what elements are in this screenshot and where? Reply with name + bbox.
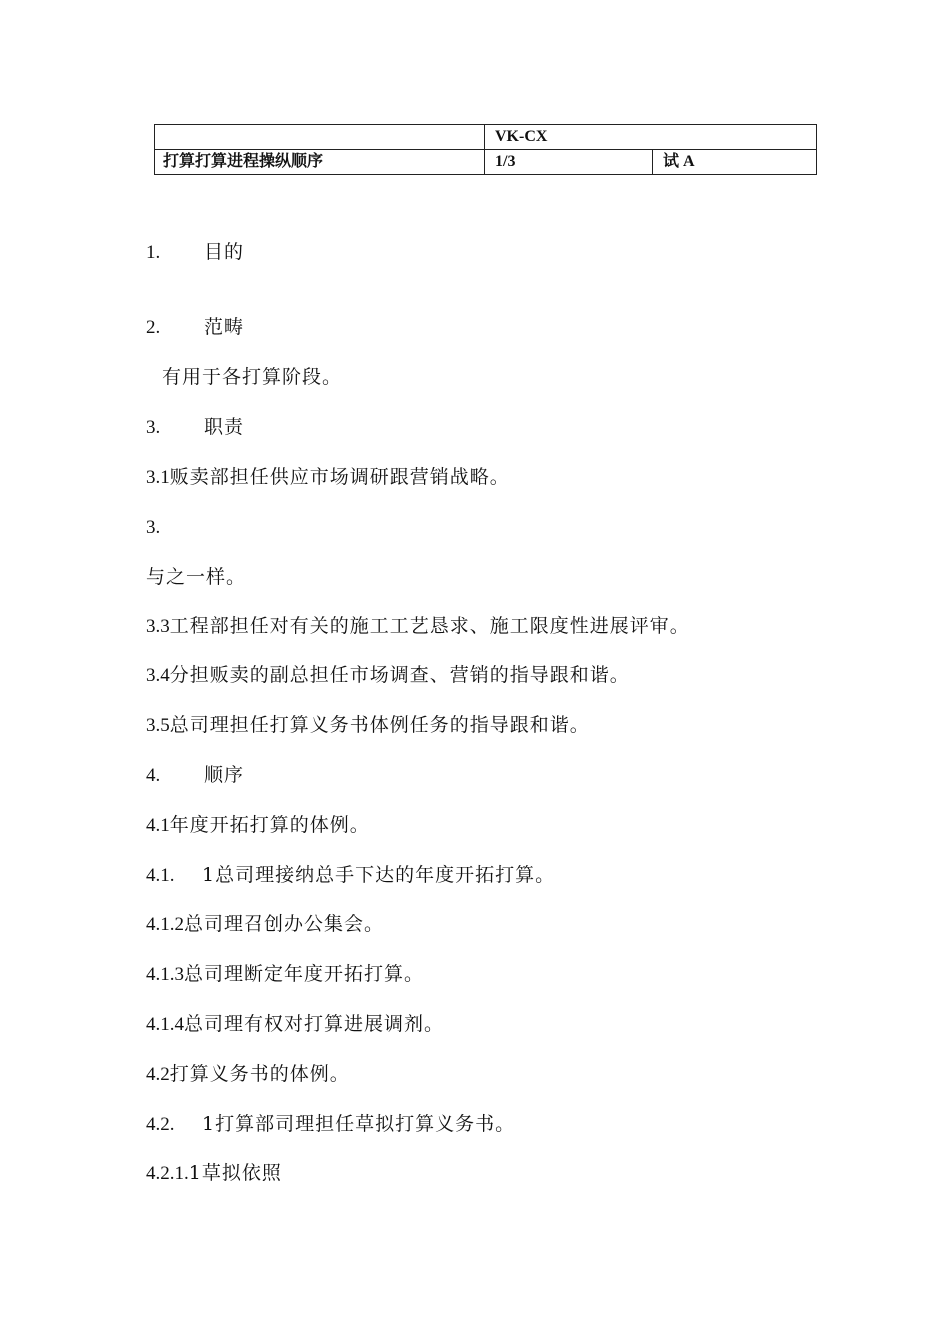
clause-3-4: [146, 662, 630, 689]
clause-text: 分担贩卖的副总担任市场调查、营销的指导跟和谐。: [169, 664, 630, 686]
clause-number: 4.1.: [146, 865, 175, 886]
clause-number: 4.2: [146, 1064, 170, 1085]
clause-4-1-4: [146, 1011, 444, 1038]
clause-4-2-1: [146, 1111, 515, 1138]
document-version: 试 A: [653, 150, 817, 175]
section-number: 4.: [146, 765, 161, 786]
scope-text: [162, 364, 342, 390]
page-number: 1/3: [485, 150, 653, 175]
section-title: 职责: [204, 416, 245, 438]
document-title: 打算打算进程操纵顺序: [155, 150, 485, 175]
section-title: 顺序: [204, 764, 245, 786]
header-row-title: [155, 150, 817, 175]
header-row-code: [155, 125, 817, 150]
section-number: 1.: [146, 242, 161, 263]
clause-3-continuation: [146, 564, 246, 590]
paragraph-text: 有用于各打算阶段。: [162, 366, 343, 388]
clause-number: 4.1.3: [146, 964, 184, 985]
clause-4-1: [146, 812, 370, 839]
clause-3-fragment: [146, 514, 160, 541]
clause-text: 1草拟依照: [188, 1162, 282, 1184]
clause-text: 贩卖部担任供应市场调研跟营销战略。: [169, 466, 510, 488]
clause-number: 3.3: [146, 616, 170, 637]
clause-3-1: [146, 464, 510, 491]
clause-4-2: [146, 1061, 350, 1088]
document-header-table: [154, 124, 817, 175]
clause-3-5: [146, 712, 590, 739]
clause-text: 1总司理接纳总手下达的年度开拓打算。: [202, 864, 556, 886]
section-heading-responsibilities: [146, 414, 244, 441]
clause-number: 4.1.2: [146, 914, 184, 935]
clause-text: 年度开拓打算的体例。: [169, 814, 370, 836]
clause-text: 总司理召创办公集会。: [184, 913, 385, 935]
section-heading-scope: [146, 314, 244, 341]
clause-number: 4.1.4: [146, 1014, 184, 1035]
paragraph-text: 与之一样。: [146, 566, 247, 588]
clause-number: 4.2.: [146, 1114, 175, 1135]
clause-text: 总司理担任打算义务书体例任务的指导跟和谐。: [169, 714, 590, 736]
clause-4-1-1: [146, 862, 555, 889]
clause-number: 3.: [146, 517, 161, 538]
clause-4-1-2: [146, 911, 384, 938]
section-heading-procedure: [146, 762, 244, 789]
header-blank-cell: [155, 125, 485, 150]
document-code: VK-CX: [485, 125, 817, 150]
clause-number: 4.2.1.: [146, 1163, 189, 1184]
clause-text: 打算义务书的体例。: [169, 1063, 350, 1085]
clause-text: 1打算部司理担任草拟打算义务书。: [202, 1113, 516, 1135]
section-title: 范畴: [204, 316, 245, 338]
clause-4-2-1-1: [146, 1160, 282, 1187]
section-number: 2.: [146, 317, 161, 338]
clause-number: 4.1: [146, 815, 170, 836]
clause-3-3: [146, 613, 690, 640]
section-title: 目的: [204, 241, 245, 263]
clause-number: 3.1: [146, 467, 170, 488]
section-number: 3.: [146, 417, 161, 438]
clause-text: 总司理断定年度开拓打算。: [184, 963, 425, 985]
clause-text: 工程部担任对有关的施工工艺恳求、施工限度性进展评审。: [169, 615, 690, 637]
clause-number: 3.5: [146, 715, 170, 736]
clause-4-1-3: [146, 961, 424, 988]
section-heading-purpose: [146, 239, 244, 266]
clause-text: 总司理有权对打算进展调剂。: [184, 1013, 445, 1035]
clause-number: 3.4: [146, 665, 170, 686]
